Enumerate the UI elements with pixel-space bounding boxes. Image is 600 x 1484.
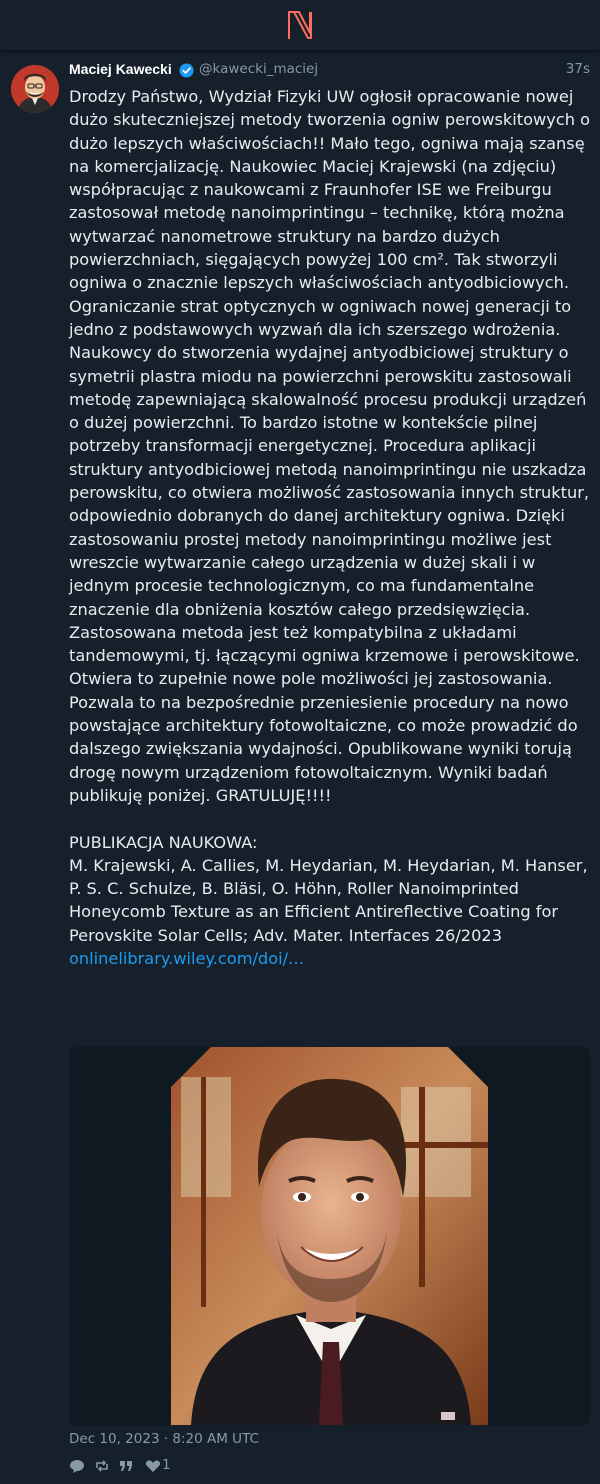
tweet-actions — [69, 1457, 269, 1477]
like-count: 1 — [162, 1457, 171, 1473]
top-nav-bar — [0, 0, 600, 51]
heart-icon[interactable] — [145, 1457, 161, 1475]
tweet-text: Drodzy Państwo, Wydział Fizyki UW ogłosił opracowanie nowej dużo skuteczniejszej metody tworzenia ogniw perowskitowych o dużo lepszych właściwościach!! Mało tego, ogniwa mają szansę na komercjalizację. Naukowiec Maciej Krajewski (na zdjęciu) współpracując z naukowcami z Fraunhofer ISE we Freiburgu zastosował metodę nanoimprintingu – technikę, którą można wytwarzać nanometrowe struktury na bardzo dużych powierzchniach, sięgających powyżej 100 cm². Tak stworzyli ogniwa o znacznie lepszych właściwościach antyodbiciowych. Ograniczanie strat optycznych w ogniwach nowej generacji to jedno z podstawowych wyzwań dla ich szerszego wdrożenia. Naukowcy do stworzenia wydajnej antyodbiciowej struktury o symetrii plastra miodu na powierzchni perowskitu zastosowali metodę zapewniającą skalowalność procesu produkcji urządzeń o dużej powierzchni. To bardzo istotne w kontekście pilnej potrzeby transformacji energetycznej. Procedura aplikacji struktury antyodbiciowej metodą nanoimprintingu nie uszkadza perowskitu, co otwiera możliwość zastosowania innych struktur, odpowiednio dobranych do danej architektury ogniwa. Dzięki zastosowaniu prostej metody nanoimprintingu możliwe jest wreszcie wytwarzanie całego urządzenia w dużej skali i w jednym procesie technologicznym, co ma fundamentalne znaczenie dla obniżenia kosztów całego przedsięwzięcia. Zastosowana metoda jest też kompatybilna z układami tandemowymi, tj. łączącymi ogniwa krzemowe i perowskitowe. Otwiera to zupełnie nowe pole możliwości jej zastosowania. Pozwala to na bezpośrednie przeniesienie procedury na nowo powstające architektury fotowoltaiczne, co może prowadzić do dalszego zwiększania wydajności. Opublikowane wyniki torują drogę nowym urządzeniom fotowoltaicznym. Wyniki badań publikuję poniżej. GRATULUJĘ!!!! — [69, 87, 591, 805]
quote-icon[interactable] — [118, 1457, 134, 1475]
tweet-time-ago[interactable]: 37s — [565, 61, 590, 77]
author-name[interactable]: Maciej Kawecki — [69, 61, 172, 77]
portrait-photo — [171, 1047, 488, 1425]
comment-icon[interactable] — [69, 1457, 85, 1475]
retweet-icon[interactable] — [94, 1457, 110, 1475]
publication-citation: M. Krajewski, A. Callies, M. Heydarian, M. Heydarian, M. Hanser, P. S. C. Schulze, B. Bläsi, O. Höhn, Roller Nanoimprinted Honeycomb Texture as an Efficient Antireflective Coating for Perovskite Solar Cells; Adv. Mater. Interfaces 26/2023 — [69, 855, 588, 945]
tweet-header — [69, 60, 590, 80]
tweet-media-image[interactable] — [69, 1047, 590, 1425]
tweet-body — [69, 85, 593, 970]
avatar-illustration-icon — [11, 65, 59, 113]
verified-badge-icon — [179, 63, 194, 78]
nitter-logo-icon[interactable] — [286, 9, 314, 41]
author-avatar[interactable] — [11, 65, 59, 113]
publication-link[interactable]: onlinelibrary.wiley.com/doi/… — [69, 948, 305, 968]
tweet-date[interactable]: Dec 10, 2023 · 8:20 AM UTC — [69, 1431, 259, 1447]
publication-heading: PUBLIKACJA NAUKOWA: — [69, 832, 258, 852]
author-handle[interactable]: @kawecki_maciej — [199, 61, 319, 77]
